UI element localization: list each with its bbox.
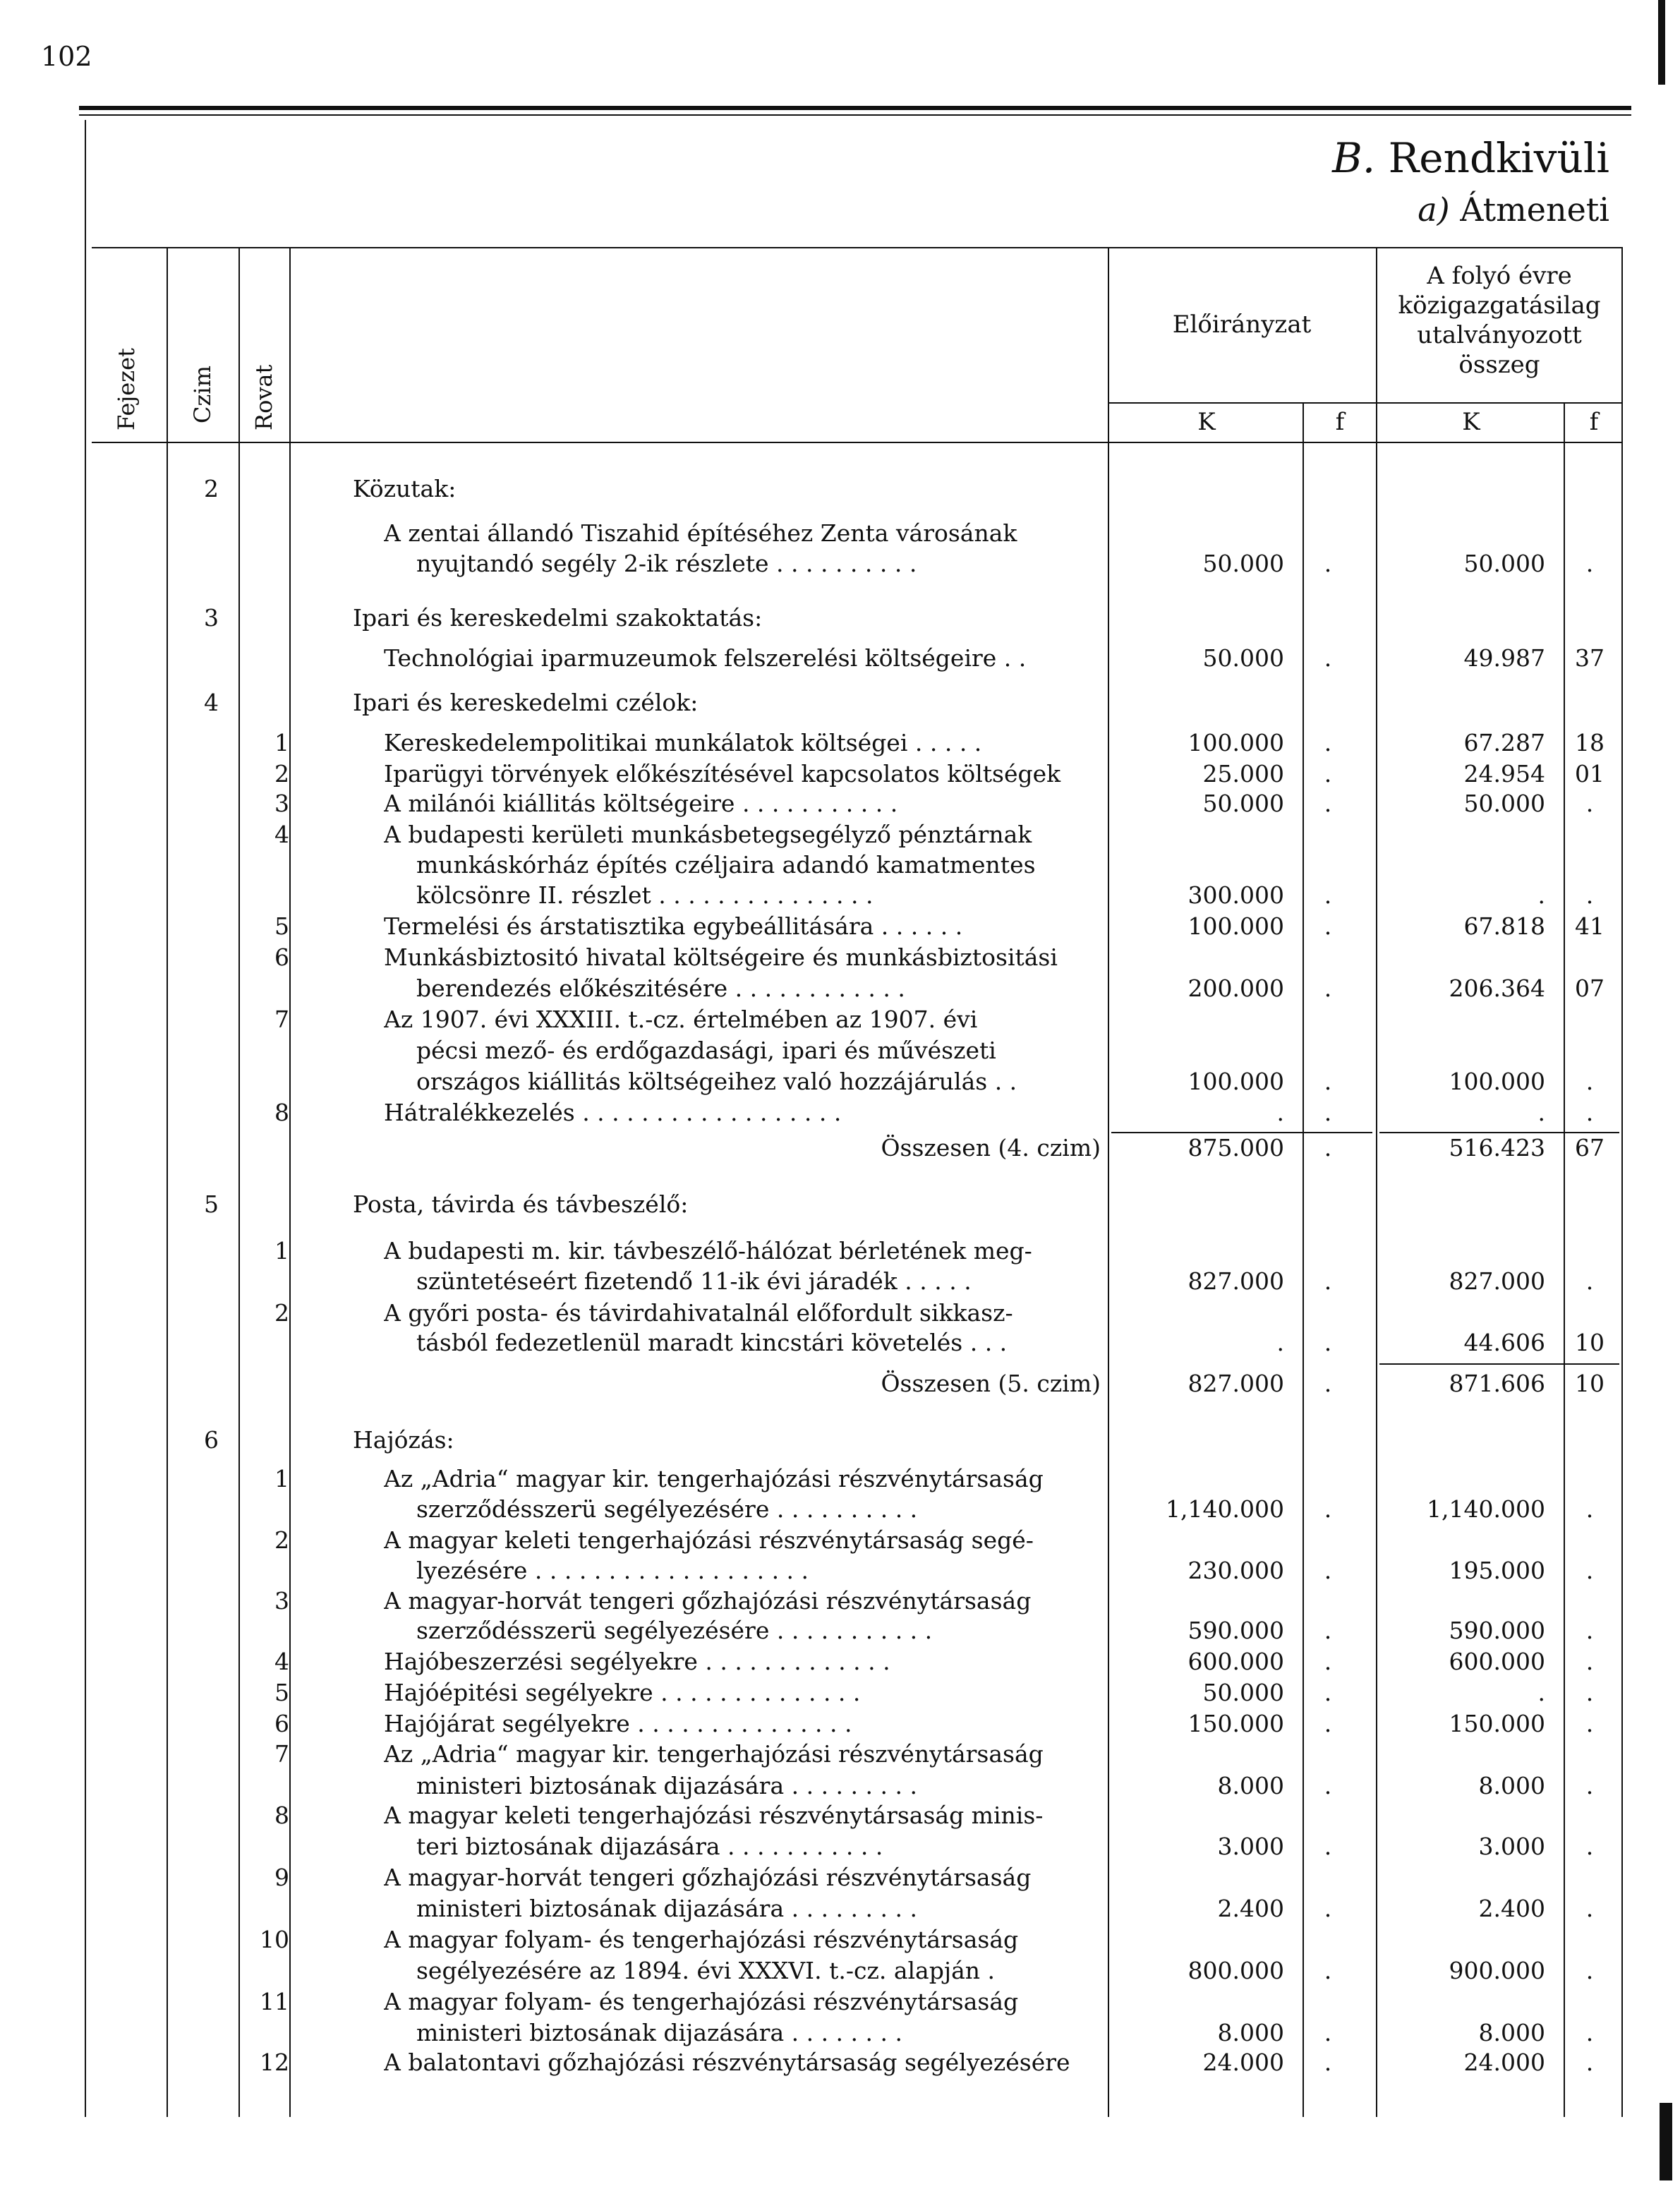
item-description: A magyar keleti tengerhajózási részvénytársaság minis-: [384, 1802, 1044, 1829]
utalvanyozott-korona: .: [1537, 1679, 1545, 1706]
table-row: [0, 1832, 1680, 1862]
table-row: [0, 1298, 1680, 1328]
item-description: Posta, távirda és távbeszélő:: [353, 1190, 689, 1218]
rovat-number: 3: [274, 790, 289, 817]
eloiranyzat-filler: .: [1324, 1710, 1332, 1737]
header-k2: K: [1462, 408, 1480, 436]
utalvanyozott-korona: 900.000: [1449, 1957, 1545, 1984]
item-description: nyujtandó segély 2-ik részlete . . . . . . . . . .: [416, 550, 917, 577]
utalvanyozott-filler: .: [1585, 1679, 1594, 1706]
utalvanyozott-filler: .: [1585, 1068, 1594, 1095]
table-row: [0, 1236, 1680, 1266]
utalvanyozott-filler: 10: [1575, 1370, 1605, 1397]
table-row: [0, 1678, 1680, 1708]
rovat-number: 1: [274, 729, 289, 756]
czim-number: 3: [204, 604, 219, 632]
utalvanyozott-korona: 24.000: [1463, 2049, 1545, 2076]
item-description: Hajózás:: [353, 1426, 454, 1454]
table-row: [0, 759, 1680, 789]
eloiranyzat-korona: 800.000: [1188, 1957, 1284, 1984]
header-fejezet: Fejezet: [113, 348, 140, 430]
table-row: [0, 789, 1680, 819]
eloiranyzat-korona: 1,140.000: [1166, 1495, 1284, 1523]
utalvanyozott-filler: .: [1585, 1957, 1594, 1984]
utalvanyozott-korona: 1,140.000: [1427, 1495, 1545, 1523]
utalvanyozott-korona: 44.606: [1463, 1329, 1545, 1356]
table-row: [0, 850, 1680, 880]
eloiranyzat-filler: .: [1324, 975, 1332, 1002]
table-row: [0, 1586, 1680, 1616]
header-folyo-line1: A folyó évre: [1427, 262, 1572, 290]
utalvanyozott-filler: 07: [1575, 975, 1605, 1002]
rovat-number: 2: [274, 1526, 289, 1554]
table-row: [0, 1005, 1680, 1034]
eloiranyzat-filler: .: [1324, 790, 1332, 817]
item-description: lyezésére . . . . . . . . . . . . . . . . . . .: [416, 1557, 809, 1584]
table-row: [0, 1925, 1680, 1955]
utalvanyozott-korona: 100.000: [1449, 1068, 1545, 1095]
table-row: [0, 1616, 1680, 1646]
czim-number: 4: [204, 689, 219, 716]
eloiranyzat-korona: 827.000: [1188, 1370, 1284, 1397]
eloiranyzat-filler: .: [1324, 1617, 1332, 1644]
eloiranyzat-filler: .: [1324, 912, 1332, 940]
item-description: Hajójárat segélyekre . . . . . . . . . . . . . . .: [384, 1710, 852, 1737]
item-description: Ipari és kereskedelmi szakoktatás:: [353, 604, 763, 632]
table-top-border: [92, 247, 1623, 248]
page-number: 102: [41, 41, 92, 72]
rovat-number: 4: [274, 821, 289, 848]
eloiranyzat-korona: 200.000: [1188, 975, 1284, 1002]
eloiranyzat-filler: .: [1324, 1833, 1332, 1860]
table-row: [0, 974, 1680, 1003]
top-rule-thin: [79, 114, 1631, 116]
table-row: [0, 728, 1680, 758]
section-heading: [1332, 134, 1609, 182]
utalvanyozott-korona: 195.000: [1449, 1557, 1545, 1584]
eloiranyzat-korona: .: [1276, 1099, 1284, 1126]
eloiranyzat-filler: .: [1324, 881, 1332, 909]
eloiranyzat-filler: .: [1324, 1495, 1332, 1523]
utalvanyozott-filler: 18: [1575, 729, 1605, 756]
utalvanyozott-filler: .: [1585, 1267, 1594, 1295]
subsection-title: Átmeneti: [1460, 191, 1609, 229]
utalvanyozott-filler: 41: [1575, 912, 1605, 940]
item-description: ministeri biztosának dijazására . . . . . . . .: [416, 2019, 902, 2046]
eloiranyzat-filler: .: [1324, 1895, 1332, 1922]
rovat-number: 3: [274, 1587, 289, 1615]
eloiranyzat-korona: 100.000: [1188, 912, 1284, 940]
table-row: [0, 1771, 1680, 1801]
utalvanyozott-filler: .: [1585, 881, 1594, 909]
item-description: Összesen (5. czim): [881, 1370, 1101, 1397]
table-row: [0, 1863, 1680, 1893]
table-row: [0, 2048, 1680, 2077]
table-row: [0, 1739, 1680, 1769]
item-description: segélyezésére az 1894. évi XXXVI. t.-cz. alapján .: [416, 1957, 995, 1984]
item-description: A zentai állandó Tiszahid építéséhez Zenta városának: [384, 519, 1017, 547]
eloiranyzat-korona: 600.000: [1188, 1648, 1284, 1675]
header-eloiranyzat: Előirányzat: [1172, 310, 1312, 339]
utalvanyozott-korona: 50.000: [1463, 790, 1545, 817]
section-letter: B.: [1332, 134, 1376, 182]
rovat-number: 4: [274, 1648, 289, 1675]
item-description: A budapesti kerületi munkásbetegsegélyző pénztárnak: [384, 821, 1032, 848]
eloiranyzat-filler: .: [1324, 1772, 1332, 1799]
utalvanyozott-korona: 3.000: [1478, 1833, 1545, 1860]
header-rovat: Rovat: [250, 364, 277, 430]
eloiranyzat-korona: 100.000: [1188, 729, 1284, 756]
item-description: szerződésszerü segélyezésére . . . . . . . . . .: [416, 1495, 918, 1523]
rovat-number: 10: [260, 1926, 289, 1953]
utalvanyozott-korona: 67.818: [1463, 912, 1545, 940]
table-row: [0, 1647, 1680, 1677]
rovat-number: 8: [274, 1099, 289, 1126]
eloiranyzat-korona: 3.000: [1217, 1833, 1284, 1860]
utalvanyozott-filler: .: [1585, 1895, 1594, 1922]
rovat-number: 7: [274, 1740, 289, 1768]
eloiranyzat-filler: .: [1324, 1329, 1332, 1356]
utalvanyozott-korona: 49.987: [1463, 644, 1545, 672]
rovat-number: 2: [274, 1299, 289, 1327]
table-row: [0, 1036, 1680, 1066]
eloiranyzat-korona: 827.000: [1188, 1267, 1284, 1295]
table-row: [0, 1133, 1680, 1163]
table-row: [0, 474, 1680, 504]
eloiranyzat-filler: .: [1324, 1099, 1332, 1126]
header-folyo-line3: utalványozott: [1417, 321, 1582, 349]
item-description: Termelési és árstatisztika egybeállitására . . . . . .: [384, 912, 963, 940]
eloiranyzat-filler: .: [1324, 760, 1332, 788]
item-description: kölcsönre II. részlet . . . . . . . . . . . . . . .: [416, 881, 874, 909]
utalvanyozott-korona: 871.606: [1449, 1370, 1545, 1397]
item-description: A magyar-horvát tengeri gőzhajózási részvénytársaság: [384, 1864, 1032, 1891]
eloiranyzat-filler: .: [1324, 729, 1332, 756]
item-description: A magyar folyam- és tengerhajózási részvénytársaság: [384, 1926, 1019, 1953]
table-row: [0, 1328, 1680, 1358]
header-bottom-border: [92, 442, 1623, 443]
eloiranyzat-filler: .: [1324, 2019, 1332, 2046]
table-row: [0, 1190, 1680, 1219]
eloiranyzat-filler: .: [1324, 1957, 1332, 1984]
utalvanyozott-korona: 590.000: [1449, 1617, 1545, 1644]
table-row: [0, 1067, 1680, 1097]
table-row: [0, 688, 1680, 718]
item-description: Technológiai iparmuzeumok felszerelési költségeire . .: [384, 644, 1027, 672]
eloiranyzat-korona: 150.000: [1188, 1710, 1284, 1737]
item-description: országos kiállitás költségeihez való hozzájárulás . .: [416, 1068, 1017, 1095]
header-folyo-line4: összeg: [1458, 351, 1540, 379]
rovat-number: 12: [260, 2049, 289, 2076]
utalvanyozott-korona: 600.000: [1449, 1648, 1545, 1675]
eloiranyzat-filler: .: [1324, 1267, 1332, 1295]
item-description: A magyar folyam- és tengerhajózási részvénytársaság: [384, 1988, 1019, 2015]
utalvanyozott-filler: 01: [1575, 760, 1605, 788]
utalvanyozott-filler: .: [1585, 1617, 1594, 1644]
utalvanyozott-filler: .: [1585, 1557, 1594, 1584]
utalvanyozott-filler: .: [1585, 1648, 1594, 1675]
item-description: Munkásbiztositó hivatal költségeire és munkásbiztositási: [384, 943, 1058, 971]
utalvanyozott-filler: .: [1585, 1772, 1594, 1799]
item-description: ministeri biztosának dijazására . . . . . . . . .: [416, 1895, 917, 1922]
eloiranyzat-korona: 50.000: [1202, 790, 1284, 817]
utalvanyozott-filler: .: [1585, 790, 1594, 817]
item-description: Az 1907. évi XXXIII. t.-cz. értelmében az 1907. évi: [384, 1006, 978, 1033]
eloiranyzat-filler: .: [1324, 1134, 1332, 1162]
table-row: [0, 943, 1680, 972]
table-row: [0, 519, 1680, 548]
header-k1: K: [1197, 408, 1216, 436]
eloiranyzat-filler: .: [1324, 1557, 1332, 1584]
kf-header-border-2: [1376, 402, 1623, 404]
czim-number: 2: [204, 475, 219, 502]
eloiranyzat-korona: 50.000: [1202, 1679, 1284, 1706]
item-description: Ipari és kereskedelmi czélok:: [353, 689, 699, 716]
rovat-number: 5: [274, 912, 289, 940]
table-row: [0, 1425, 1680, 1455]
utalvanyozott-korona: .: [1537, 881, 1545, 909]
rovat-number: 2: [274, 760, 289, 788]
item-description: szüntetéseért fizetendő 11-ik évi járadék . . . . .: [416, 1267, 972, 1295]
utalvanyozott-filler: 37: [1575, 644, 1605, 672]
item-description: tásból fedezetlenül maradt kincstári követelés . . .: [416, 1329, 1008, 1356]
item-description: Kereskedelempolitikai munkálatok költségei . . . . .: [384, 729, 982, 756]
eloiranyzat-korona: 2.400: [1217, 1895, 1284, 1922]
utalvanyozott-korona: 8.000: [1478, 1772, 1545, 1799]
rovat-number: 8: [274, 1802, 289, 1829]
utalvanyozott-filler: .: [1585, 2049, 1594, 2076]
utalvanyozott-filler: .: [1585, 550, 1594, 577]
eloiranyzat-korona: 50.000: [1202, 644, 1284, 672]
utalvanyozott-filler: .: [1585, 1710, 1594, 1737]
eloiranyzat-filler: .: [1324, 2049, 1332, 2076]
item-description: Az „Adria“ magyar kir. tengerhajózási részvénytársaság: [384, 1465, 1044, 1492]
table-row: [0, 1526, 1680, 1555]
edge-mark-top: [1658, 0, 1665, 85]
item-description: pécsi mező- és erdőgazdasági, ipari és művészeti: [416, 1037, 996, 1064]
utalvanyozott-filler: 10: [1575, 1329, 1605, 1356]
rovat-number: 1: [274, 1465, 289, 1492]
rovat-number: 6: [274, 943, 289, 971]
eloiranyzat-filler: .: [1324, 1370, 1332, 1397]
item-description: Az „Adria“ magyar kir. tengerhajózási részvénytársaság: [384, 1740, 1044, 1768]
table-row: [0, 603, 1680, 633]
eloiranyzat-korona: 590.000: [1188, 1617, 1284, 1644]
eloiranyzat-korona: 25.000: [1202, 760, 1284, 788]
utalvanyozott-korona: 516.423: [1449, 1134, 1545, 1162]
item-description: teri biztosának dijazására . . . . . . . . . . .: [416, 1833, 883, 1860]
utalvanyozott-korona: 206.364: [1449, 975, 1545, 1002]
czim-number: 5: [204, 1190, 219, 1218]
table-row: [0, 1464, 1680, 1494]
table-row: [0, 1956, 1680, 1986]
item-description: A magyar-horvát tengeri gőzhajózási részvénytársaság: [384, 1587, 1032, 1615]
eloiranyzat-korona: 8.000: [1217, 2019, 1284, 2046]
item-description: A magyar keleti tengerhajózási részvénytársaság segé-: [384, 1526, 1034, 1554]
table-row: [0, 549, 1680, 579]
utalvanyozott-filler: .: [1585, 1833, 1594, 1860]
eloiranyzat-korona: 24.000: [1202, 2049, 1284, 2076]
utalvanyozott-korona: 827.000: [1449, 1267, 1545, 1295]
kf-header-border-1: [1108, 402, 1376, 404]
item-description: munkáskórház építés czéljaira adandó kamatmentes: [416, 851, 1036, 879]
utalvanyozott-filler: 67: [1575, 1134, 1605, 1162]
table-row: [0, 1894, 1680, 1924]
table-row: [0, 912, 1680, 941]
eloiranyzat-filler: .: [1324, 550, 1332, 577]
eloiranyzat-korona: 230.000: [1188, 1557, 1284, 1584]
eloiranyzat-korona: 300.000: [1188, 881, 1284, 909]
eloiranyzat-korona: 8.000: [1217, 1772, 1284, 1799]
utalvanyozott-korona: 150.000: [1449, 1710, 1545, 1737]
top-rule: [79, 106, 1631, 110]
eloiranyzat-korona: 875.000: [1188, 1134, 1284, 1162]
item-description: ministeri biztosának dijazására . . . . . . . . .: [416, 1772, 917, 1799]
rovat-number: 1: [274, 1237, 289, 1265]
rovat-number: 7: [274, 1006, 289, 1033]
utalvanyozott-korona: 50.000: [1463, 550, 1545, 577]
section-title: Rendkivüli: [1388, 134, 1609, 182]
eloiranyzat-korona: 50.000: [1202, 550, 1284, 577]
eloiranyzat-filler: .: [1324, 1679, 1332, 1706]
czim-number: 6: [204, 1426, 219, 1454]
utalvanyozott-korona: 24.954: [1463, 760, 1545, 788]
table-row: [0, 820, 1680, 850]
table-row: [0, 1556, 1680, 1586]
header-f1: f: [1335, 408, 1345, 436]
eloiranyzat-filler: .: [1324, 1648, 1332, 1675]
utalvanyozott-korona: 67.287: [1463, 729, 1545, 756]
item-description: Hajóbeszerzési segélyekre . . . . . . . . . . . . .: [384, 1648, 890, 1675]
edge-mark-bottom: [1660, 2103, 1672, 2180]
eloiranyzat-korona: 100.000: [1188, 1068, 1284, 1095]
item-description: Hátralékkezelés . . . . . . . . . . . . . . . . . .: [384, 1099, 842, 1126]
sum-rule-czim5-k2: [1379, 1363, 1619, 1365]
table-row: [0, 881, 1680, 910]
table-row: [0, 1801, 1680, 1830]
table-row: [0, 1098, 1680, 1128]
item-description: A budapesti m. kir. távbeszélő-hálózat bérletének meg-: [384, 1237, 1032, 1265]
eloiranyzat-korona: .: [1276, 1329, 1284, 1356]
utalvanyozott-korona: .: [1537, 1099, 1545, 1126]
table-row: [0, 2018, 1680, 2048]
item-description: berendezés előkészitésére . . . . . . . . . . . .: [416, 975, 905, 1002]
item-description: A milánói kiállitás költségeire . . . . . . . . . . .: [384, 790, 898, 817]
rovat-number: 11: [260, 1988, 289, 2015]
utalvanyozott-filler: .: [1585, 1099, 1594, 1126]
item-description: A győri posta- és távirdahivatalnál előfordult sikkasz-: [384, 1299, 1013, 1327]
subsection-heading: [1418, 191, 1609, 229]
utalvanyozott-korona: 8.000: [1478, 2019, 1545, 2046]
subsection-letter: a): [1418, 191, 1450, 229]
eloiranyzat-filler: .: [1324, 644, 1332, 672]
utalvanyozott-filler: .: [1585, 2019, 1594, 2046]
item-description: Iparügyi törvények előkészítésével kapcsolatos költségek: [384, 760, 1061, 788]
table-row: [0, 644, 1680, 673]
item-description: Közutak:: [353, 475, 457, 502]
item-description: Összesen (4. czim): [881, 1134, 1101, 1162]
item-description: A balatontavi gőzhajózási részvénytársaság segélyezésére: [384, 2049, 1070, 2076]
header-f2: f: [1589, 408, 1599, 436]
rovat-number: 9: [274, 1864, 289, 1891]
table-row: [0, 1495, 1680, 1524]
header-czim: Czim: [189, 366, 216, 423]
header-folyo-evre: [1379, 261, 1619, 380]
eloiranyzat-filler: .: [1324, 1068, 1332, 1095]
rovat-number: 6: [274, 1710, 289, 1737]
table-row: [0, 1709, 1680, 1739]
rovat-number: 5: [274, 1679, 289, 1706]
item-description: Hajóépitési segélyekre . . . . . . . . . . . . . .: [384, 1679, 861, 1706]
item-description: szerződésszerü segélyezésére . . . . . . . . . . .: [416, 1617, 933, 1644]
utalvanyozott-filler: .: [1585, 1495, 1594, 1523]
utalvanyozott-korona: 2.400: [1478, 1895, 1545, 1922]
header-folyo-line2: közigazgatásilag: [1398, 291, 1601, 320]
table-row: [0, 1267, 1680, 1296]
table-row: [0, 1369, 1680, 1399]
table-row: [0, 1987, 1680, 2017]
